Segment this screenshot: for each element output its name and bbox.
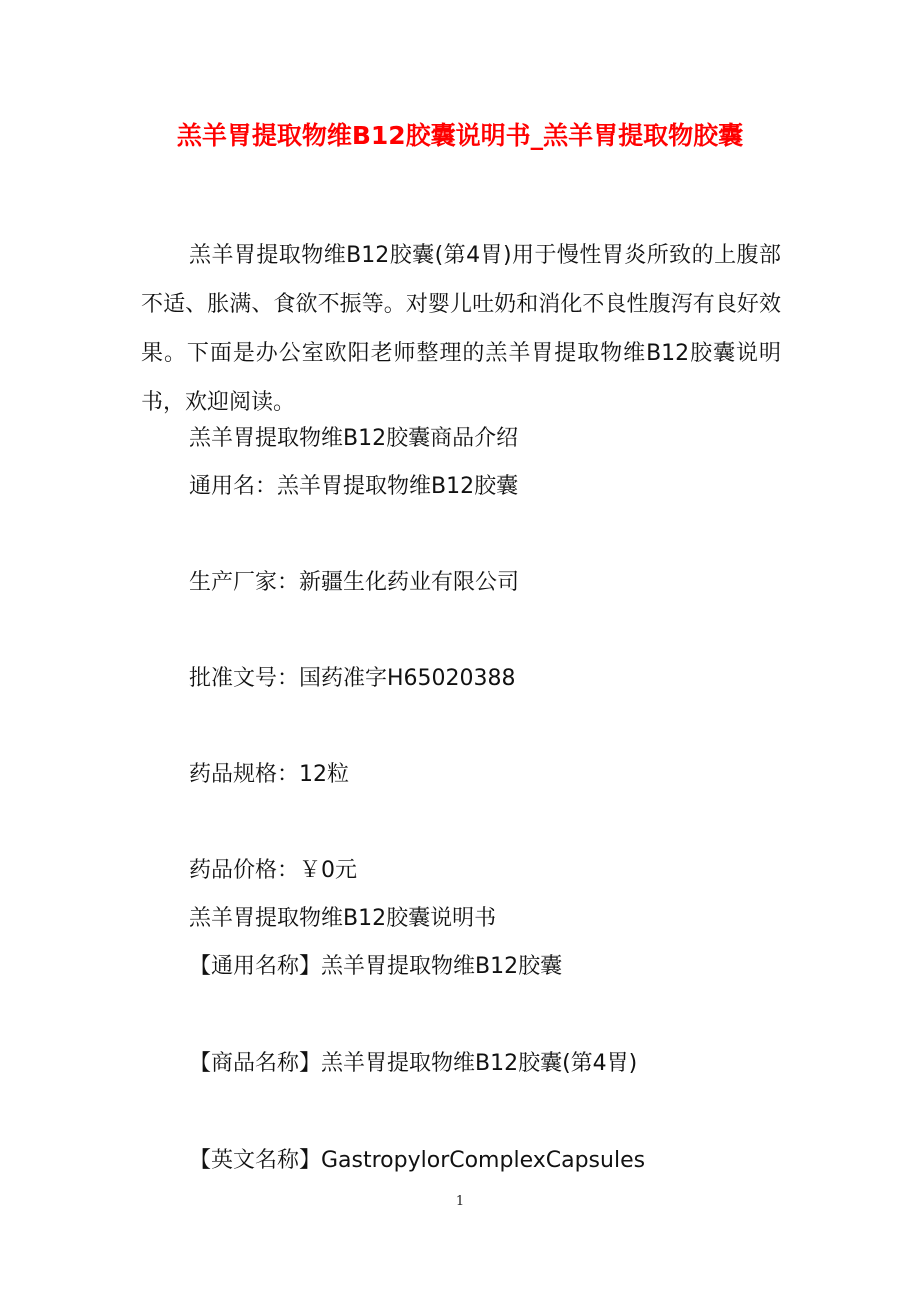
intro-paragraph: 羔羊胃提取物维B12胶囊(第4胃)用于慢性胃炎所致的上腹部不适、胀满、食欲不振等。对婴儿吐奶和消化不良性腹泻有良好效果。下面是办公室欧阳老师整理的羔羊胃提取物维B12胶囊说明书，欢迎阅读。 [141,243,781,415]
price-line: 药品价格：￥0元 [189,858,357,883]
product-intro-heading: 羔羊胃提取物维B12胶囊商品介绍 [189,426,519,451]
generic-name-line: 通用名：羔羊胃提取物维B12胶囊 [189,474,519,499]
trade-name-line: 【商品名称】羔羊胃提取物维B12胶囊(第4胃) [189,1051,638,1076]
english-name-line: 【英文名称】GastropylorComplexCapsules [189,1148,646,1173]
approval-number-line: 批准文号：国药准字H65020388 [189,666,516,691]
intro-block [141,231,781,427]
page-number: 1 [455,1194,465,1209]
document-title: 羔羊胃提取物维B12胶囊说明书_羔羊胃提取物胶囊 [176,121,744,150]
specification-line: 药品规格：12粒 [189,762,349,787]
common-name-line: 【通用名称】羔羊胃提取物维B12胶囊 [189,954,563,979]
manufacturer-line: 生产厂家：新疆生化药业有限公司 [189,570,520,595]
instructions-heading: 羔羊胃提取物维B12胶囊说明书 [189,906,497,931]
